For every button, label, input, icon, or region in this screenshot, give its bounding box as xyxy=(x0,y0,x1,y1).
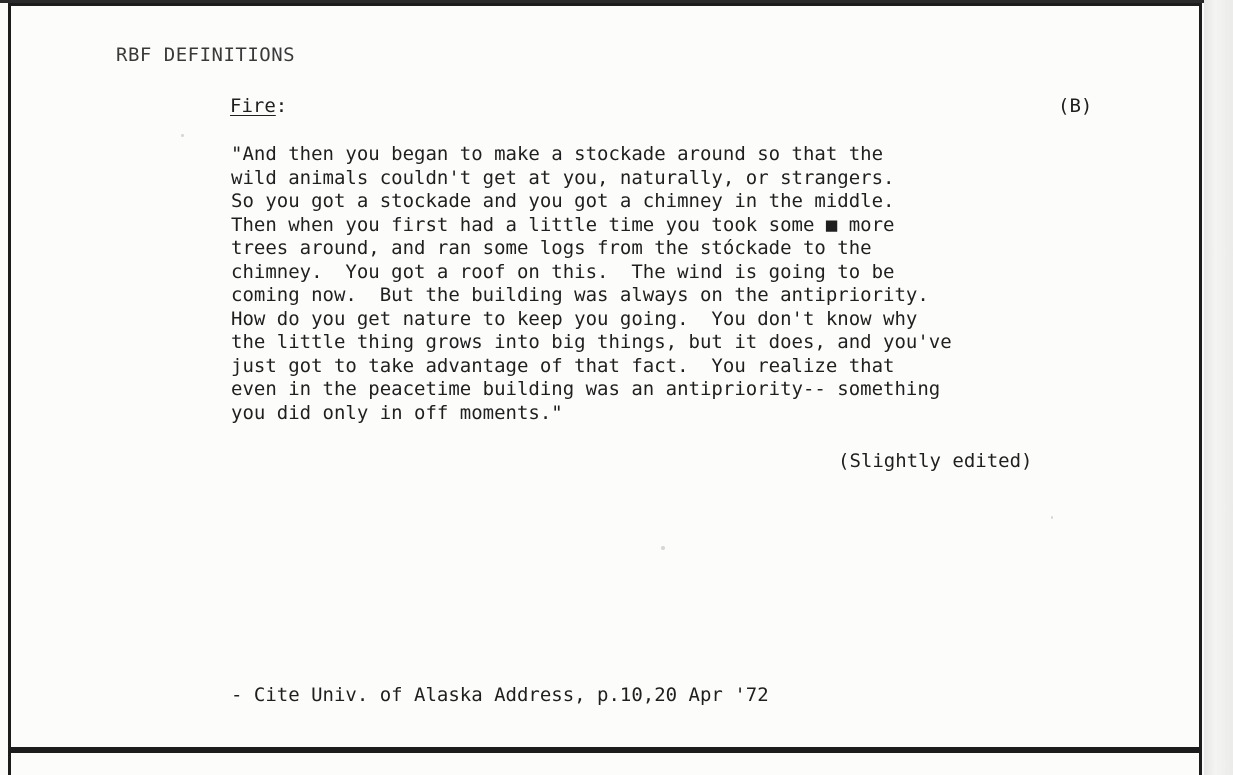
quote-line: chimney. You got a roof on this. The wind is going to be xyxy=(231,260,895,283)
page-header: RBF DEFINITIONS xyxy=(116,44,296,66)
quote-line: even in the peacetime building was an antipriority-- something xyxy=(231,378,941,400)
quote-line: "And then you began to make a stockade around so that the xyxy=(231,143,884,165)
edit-note: (Slightly edited) xyxy=(838,450,1033,472)
definition-code: (B) xyxy=(1058,95,1093,117)
quote-line: So you got a stockade and you got a chimney in the middle. xyxy=(231,190,895,212)
term-word: Fire xyxy=(230,95,276,117)
next-card-edge xyxy=(8,750,1202,775)
citation: - Cite Univ. of Alaska Address, p.10,20 Apr '72 xyxy=(231,684,769,706)
quote-line: trees around, and ran some logs from the stóckade to the xyxy=(231,237,872,259)
quote-body xyxy=(231,143,1161,425)
paper-speck xyxy=(1051,516,1053,519)
quote-line: wild animals couldn't get at you, naturally, or strangers. xyxy=(231,166,895,189)
quote-line: just got to take advantage of that fact. You realize that xyxy=(231,354,895,377)
quote-line: you did only in off moments." xyxy=(231,401,563,424)
quote-line: the little thing grows into big things, but it does, and you've xyxy=(231,331,952,353)
term-colon: : xyxy=(275,95,288,117)
definition-term xyxy=(230,95,287,117)
page-edge-strip xyxy=(1204,0,1233,775)
paper-speck xyxy=(181,134,184,137)
quote-line: How do you get nature to keep you going. You don't know why xyxy=(231,307,918,330)
paper-speck xyxy=(661,546,665,550)
quote-line: Then when you first had a little time you took some ■ more xyxy=(231,213,895,236)
quote-line: coming now. But the building was always on the antipriority. xyxy=(231,284,929,306)
